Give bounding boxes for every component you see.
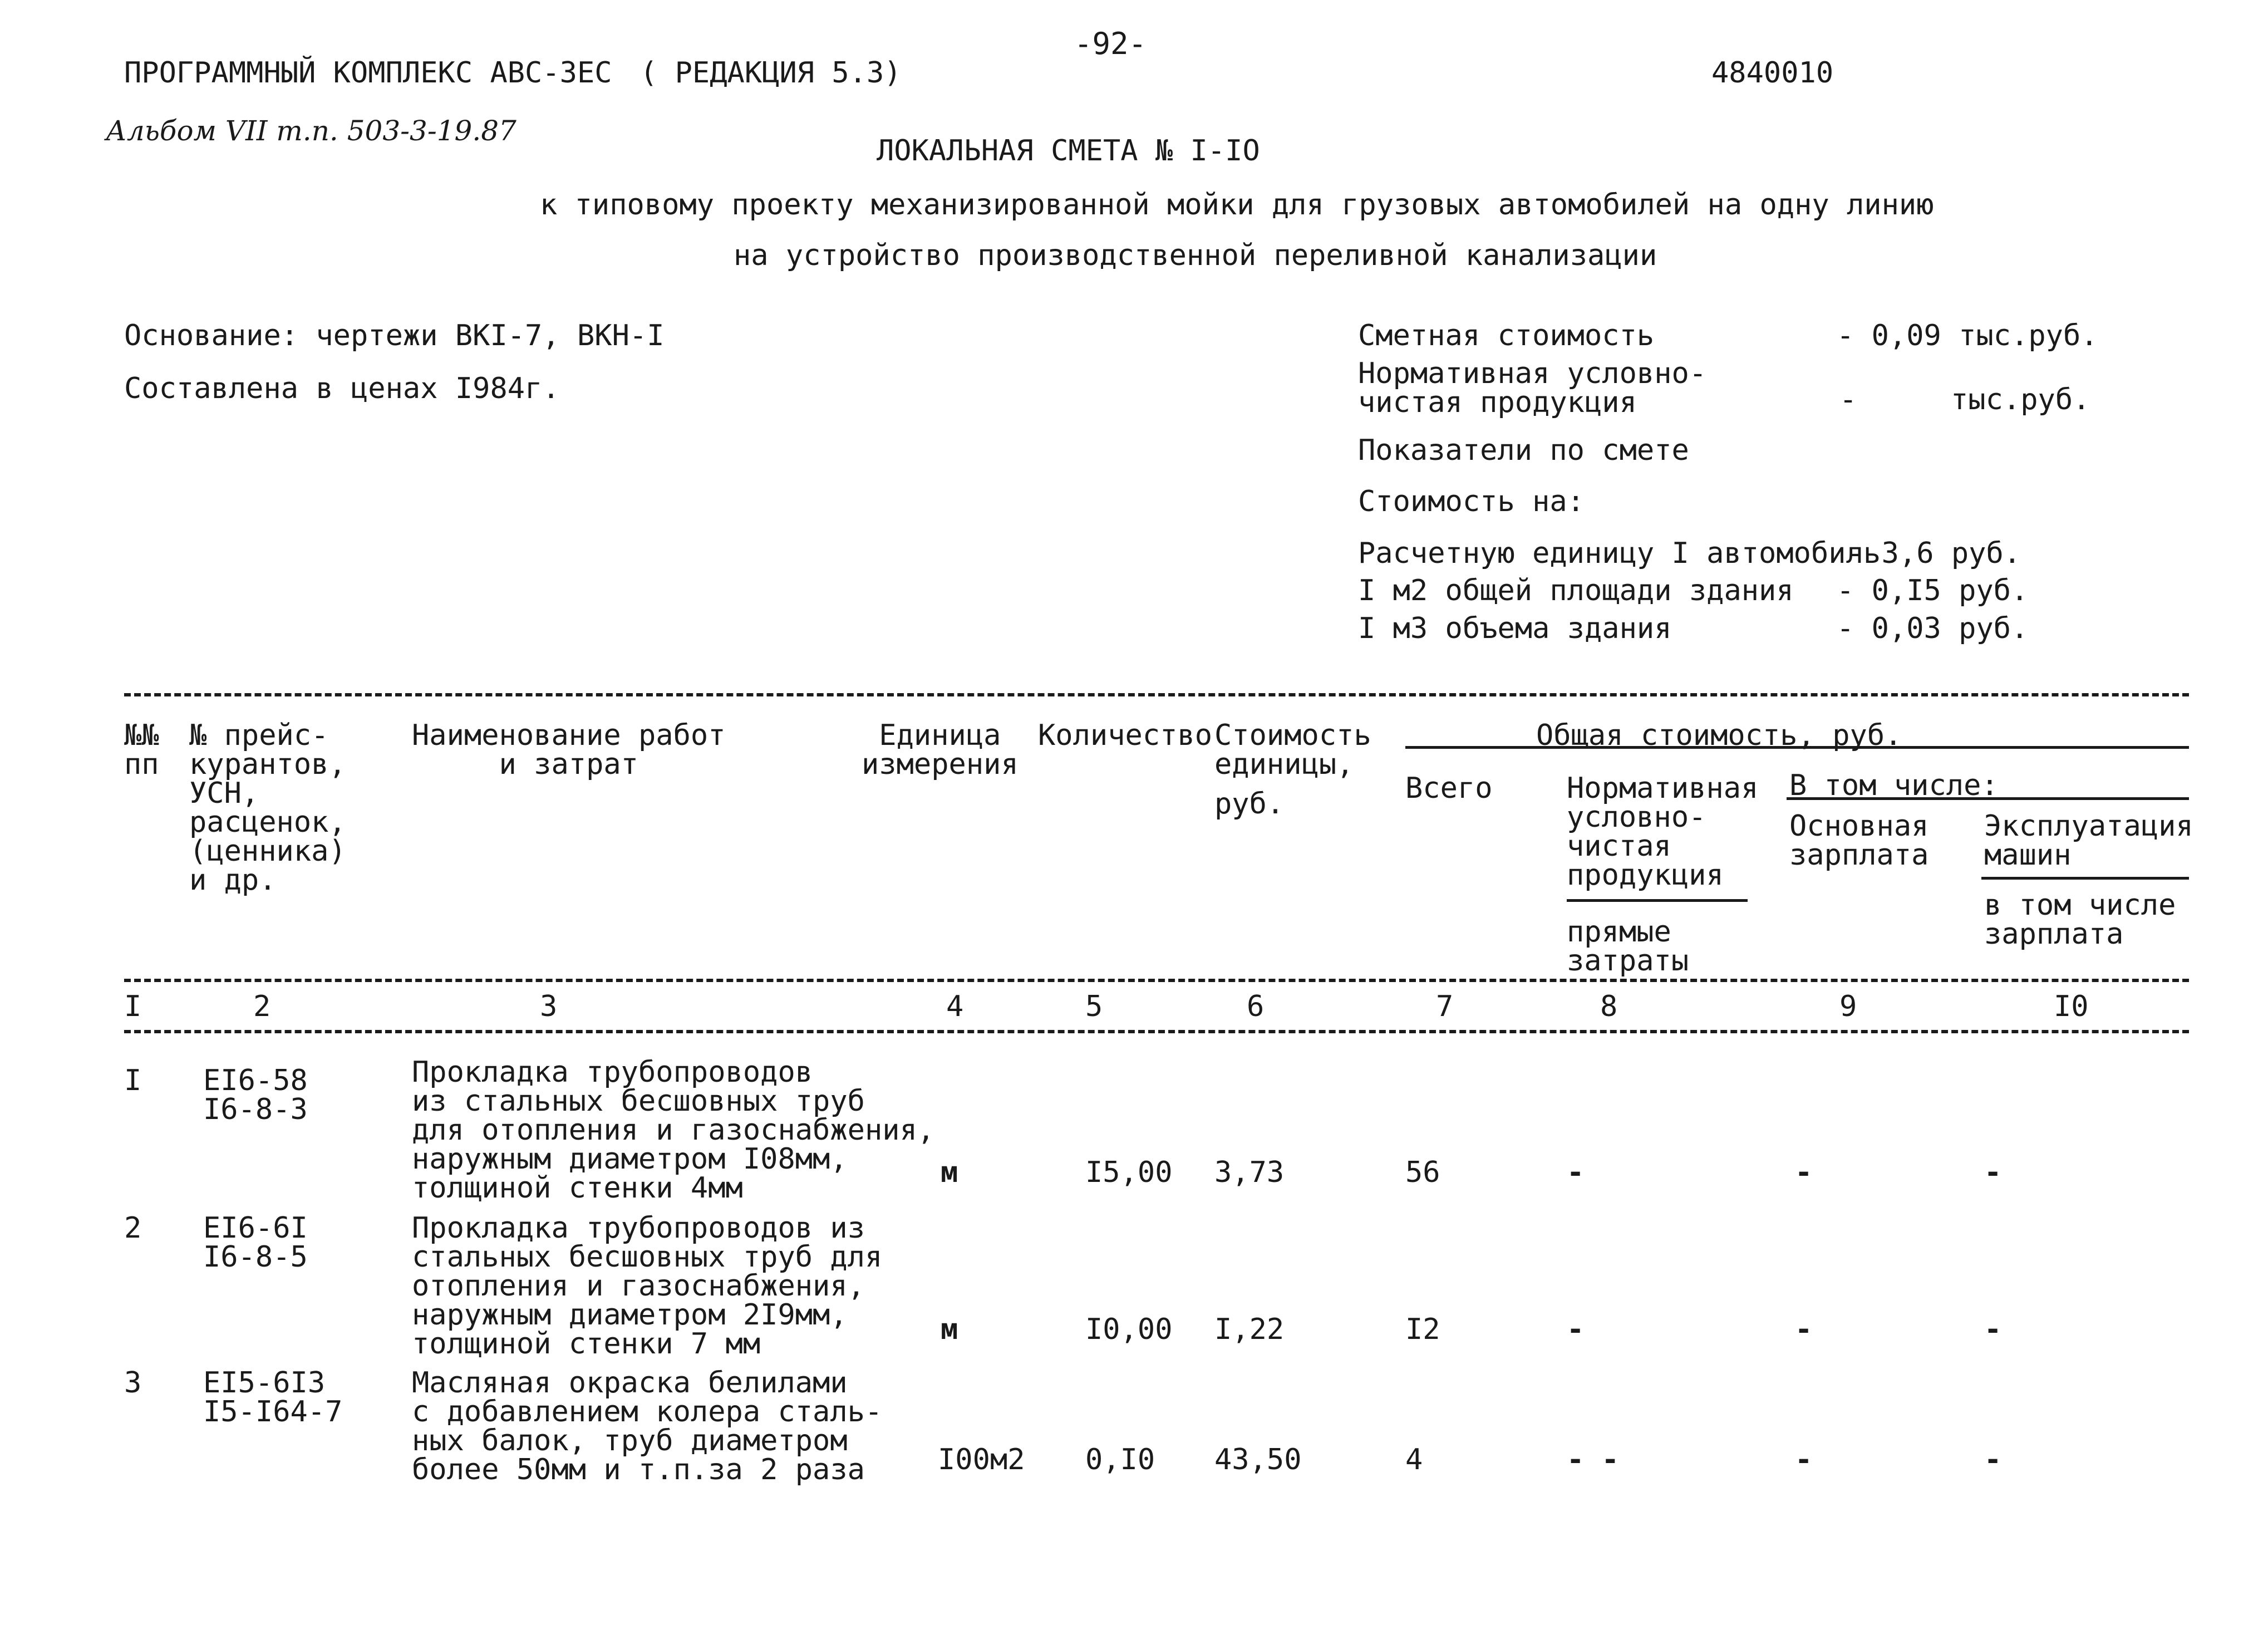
col-header-unit: Единица измерения [862,719,1019,781]
per-vehicle-value: - 3,6 руб. [1847,537,2021,570]
col-header-index: №№ пп [124,719,159,781]
document-code: 4840010 [1711,56,1834,90]
row-index: 3 [124,1366,142,1400]
estimated-cost-value: - 0,09 тыс.руб. [1837,319,2098,352]
col-number: 3 [540,990,558,1023]
basis-drawings: Основание: чертежи ВКI-7, ВКН-I [124,319,665,352]
row-unit: I00м2 [938,1443,1025,1476]
indicators-label: Показатели по смете [1358,434,1689,467]
row-machines: - [1984,1156,2002,1189]
col-number: 8 [1600,990,1618,1023]
row-pricelist-code: ЕI6-58 I6-8-3 [203,1064,308,1126]
row-index: I [124,1064,142,1097]
row-unit-cost: I,22 [1214,1313,1285,1346]
row-work-name: Прокладка трубопроводов из стальных бесшовных труб для отопления и газоснабжения, наружным диаметром I08мм, толщиной стенки 4мм [412,1056,935,1205]
per-m2-label: I м2 общей площади здания [1358,574,1794,607]
row-machines: - [1984,1443,2002,1476]
machines-underline [1981,877,2189,880]
row-unit: м [941,1156,958,1189]
col-number: I0 [2054,990,2089,1023]
row-total: I2 [1405,1313,1440,1346]
col-header-unit-cost: Стоимость единицы, [1214,719,1371,781]
row-pricelist-code: ЕI5-6I3 I5-I64-7 [203,1366,343,1429]
row-machines: - [1984,1313,2002,1346]
numbers-bottom-rule [124,1030,2189,1033]
estimate-subtitle-2: на устройство производственной переливной канализации [734,239,1657,272]
col-header-total-group: Общая стоимость, руб. [1536,719,1902,752]
per-vehicle-label: Расчетную единицу I автомобиль [1358,537,1881,570]
per-m2-value: - 0,I5 руб. [1837,574,2029,607]
col-header-unit-cost-rub: руб. [1214,787,1285,821]
row-unit-cost: 43,50 [1214,1443,1302,1476]
col-number: 9 [1839,990,1857,1023]
col-number: 4 [946,990,964,1023]
col-header-pricelist: № прейс- курантов, УСН, расценок, (ценника) и др. [189,719,346,897]
normative-product-label: Нормативная условно- чистая продукция [1358,357,1707,419]
col-header-machines-salary: в том числе зарплата [1984,889,2176,951]
row-quantity: 0,I0 [1085,1443,1155,1476]
row-normative: - [1567,1156,1585,1189]
col-header-direct-costs: прямые затраты [1567,915,1689,978]
row-normative: - - [1567,1443,1619,1476]
row-unit: м [941,1313,958,1346]
row-unit-cost: 3,73 [1214,1156,1285,1189]
basis-prices: Составлена в ценах I984г. [124,372,560,405]
header-bottom-rule [124,979,2189,982]
col-number: 7 [1436,990,1454,1023]
page-number: -92- [1074,26,1147,61]
col-header-machines: Эксплуатация машин [1984,809,2193,872]
col-header-work-name: Наименование работ и затрат [412,719,726,781]
row-base-salary: - [1795,1443,1813,1476]
row-quantity: I5,00 [1085,1156,1173,1189]
col-header-including: В том числе: [1789,769,1999,802]
estimated-cost-label: Сметная стоимость [1358,319,1655,352]
estimate-title: ЛОКАЛЬНАЯ СМЕТА № I-IO [877,134,1260,168]
col-number: 5 [1085,990,1103,1023]
row-total: 4 [1405,1443,1423,1476]
row-base-salary: - [1795,1313,1813,1346]
software-complex: ПРОГРАММНЫЙ КОМПЛЕКС АВС-ЗЕС [124,56,612,90]
row-quantity: I0,00 [1085,1313,1173,1346]
col-number: 2 [253,990,271,1023]
col-number: I [124,990,142,1023]
col-header-quantity: Количество [1038,719,1213,752]
header-top-rule [124,693,2189,696]
normative-product-dash: - [1839,383,1857,416]
normative-product-unit: тыс.руб. [1951,383,2090,416]
row-base-salary: - [1795,1156,1813,1189]
handwritten-album-note: Альбом VII т.п. 503-3-19.87 [106,115,516,147]
col-number: 6 [1247,990,1265,1023]
row-pricelist-code: ЕI6-6I I6-8-5 [203,1211,308,1274]
row-normative: - [1567,1313,1585,1346]
estimate-subtitle-1: к типовому проекту механизированной мойки для грузовых автомобилей на одну линию [540,188,1934,222]
edition: ( РЕДАКЦИЯ 5.3) [640,56,902,90]
row-total: 56 [1405,1156,1440,1189]
col-header-base-salary: Основная зарплата [1789,809,1929,872]
col-header-normative: Нормативная условно- чистая продукция [1567,772,1759,892]
per-m3-value: - 0,03 руб. [1837,612,2029,645]
row-work-name: Масляная окраска белилами с добавлением колера сталь- ных балок, труб диаметром более 50мм и т.п.за 2 раза [412,1366,883,1486]
row-index: 2 [124,1211,142,1245]
row-work-name: Прокладка трубопроводов из стальных бесшовных труб для отопления и газоснабжения, наружным диаметром 2I9мм, толщиной стенки 7 мм [412,1211,883,1361]
norm-underline [1567,899,1748,902]
col-header-total: Всего [1405,772,1493,805]
per-m3-label: I м3 объема здания [1358,612,1672,645]
cost-per-label: Стоимость на: [1358,485,1585,518]
